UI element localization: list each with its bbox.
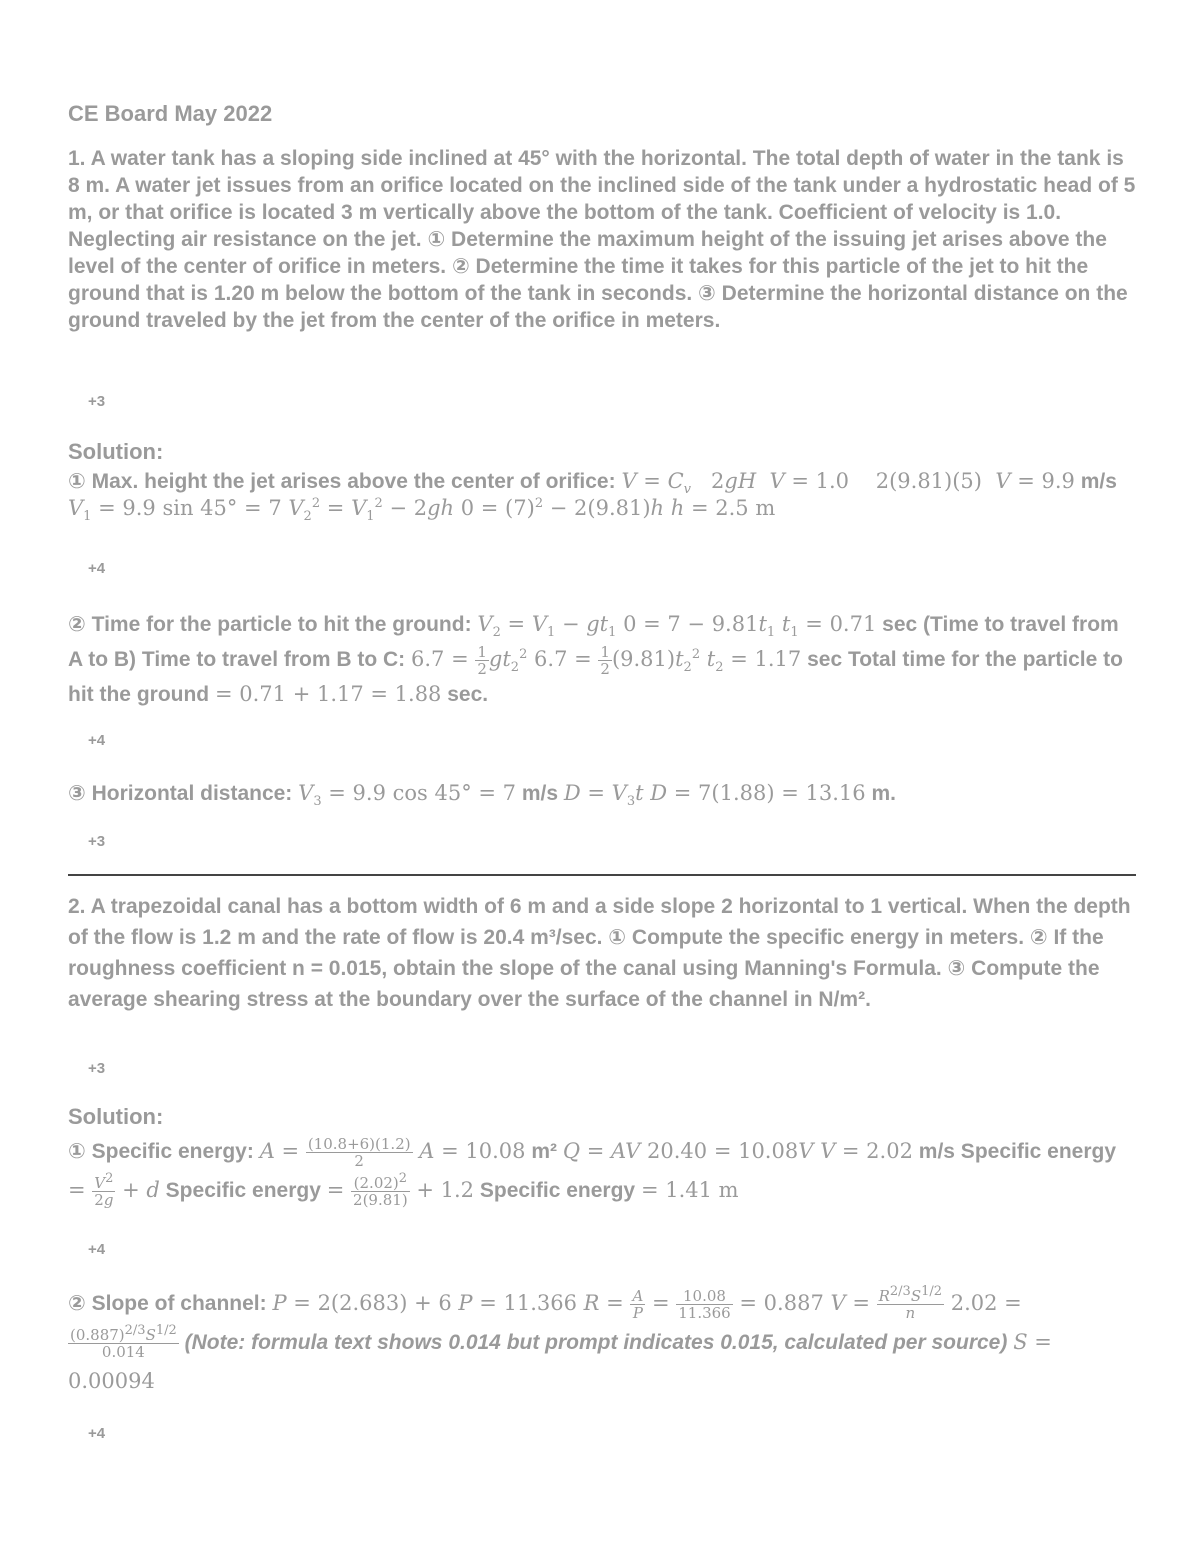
q1-step-2: ② Time for the particle to hit the ground: $V_2 = V_1 - gt_1$ $0 = 7 - 9.81t_1$ $t_1 = 0.71$ sec (Time to travel from A to B) Time to travel from B to C: 6.7 = $\frac{1}{2}$ $gt_2^2$ 6.7 = $\frac{1}{2}$ $(9.81)t_2^2$ $t_2 = 1.17$ sec Total time for the particle to hit the ground = 0.71 + 1.17 = 1.88 sec.: [68, 612, 1123, 706]
question-2-text: 2. A trapezoidal canal has a bottom width of 6 m and a side slope 2 horizontal to 1 vertical. When the depth of the flow is 1.2 m and the rate of flow is 20.4 m³/sec. ① Compute the specific energy in meters. ② If the roughness coefficient n = 0.015, obtain the slope of the canal using Manning's Formula. ③ Compute the average shearing stress at the boundary over the surface of the channel in N/m².: [68, 895, 1131, 1011]
question-2-score: +3: [88, 1060, 106, 1077]
question-1-text: 1. A water tank has a sloping side inclined at 45° with the horizontal. The total depth of water in the tank is 8 m. A water jet issues from an orifice located on the inclined side of the tank under a hydrostatic head of 5 m, or that orifice is located 3 m vertically above the bottom of the tank. Coefficient of velocity is 1.0. Neglecting air resistance on the jet. ① Determine the maximum height of the issuing jet arises above the level of the center of orifice in meters. ② Determine the time it takes for this particle of the jet to hit the ground that is 1.20 m below the bottom of the tank in seconds. ③ Determine the horizontal distance on the ground traveled by the jet from the center of the orifice in meters.: [68, 147, 1136, 332]
question-1-score: +3: [88, 393, 106, 410]
q1-step-3-score: +3: [88, 833, 106, 850]
section-divider: [68, 874, 1136, 876]
q1-step-2-label: ② Time for the particle to hit the ground:: [68, 613, 472, 636]
question-2: [68, 891, 1138, 1015]
q1-step-1-label: ① Max. height the jet arises above the center of orifice:: [68, 470, 616, 493]
q2-step-2-score: +4: [88, 1425, 106, 1442]
question-1: [68, 145, 1138, 334]
q2-step-2: ② Slope of channel: P = 2(2.683) + 6 P = 11.366 R = $\frac{A}{P}$ = $\frac{10.08}{11.366}$ = 0.887 V = $\frac{R^{2/3}S^{1/2}}{n}$ 2.02 = $\frac{(0.887)^{2/3}S^{1/2}}{0.014}$ (Note: formula text shows 0.014 but prompt indicates 0.015, calculated per source) S = 0.00094: [68, 1284, 1052, 1393]
q2-step-1-score: +4: [88, 1241, 106, 1258]
q2-step-2-label: ② Slope of channel:: [68, 1292, 267, 1315]
q1-step-1: ① Max. height the jet arises above the center of orifice: $V = C_v$ 2gH V = 1.0 2(9.81)(5) V = 9.9 m/s $V_1 = 9.9$ sin 45° = 7 $V_2^2 = V_1^2 - 2gh$ $0 = (7)^2 - 2(9.81)h$ h = 2.5 m: [68, 469, 1117, 525]
q2-step-1-label: ① Specific energy:: [68, 1140, 254, 1163]
q1-step-2-score: +4: [88, 732, 106, 749]
solution-2-label: Solution:: [68, 1104, 164, 1129]
q1-step-1-score: +4: [88, 560, 106, 577]
q2-step-1: ① Specific energy: A = $\frac{(10.8+6)(1.2)}{2}$ A = 10.08 m² Q = AV 20.40 = 10.08V V = 2.02 m/s Specific energy = $\frac{V^2}{2g}$ + d Specific energy = $\frac{(2.02)^2}{2(9.81)}$ + 1.2 Specific energy = 1.41 m: [68, 1135, 1117, 1209]
q1-step-3-label: ③ Horizontal distance:: [68, 782, 293, 805]
q1-step-3: ③ Horizontal distance: $V_3 = 9.9$ cos 45° = 7 m/s $D = V_3t$ D = 7(1.88) = 13.16 m.: [68, 781, 896, 810]
page-title: CE Board May 2022: [68, 101, 273, 126]
solution-1-label: Solution:: [68, 439, 164, 464]
q1-step-1-formula: $V = C_v$ 2gH V = 1.0 2(9.81)(5) V = 9.9: [621, 469, 1075, 498]
q2-step-2-note: (Note: formula text shows 0.014 but prompt indicates 0.015, calculated per source): [184, 1331, 1008, 1354]
